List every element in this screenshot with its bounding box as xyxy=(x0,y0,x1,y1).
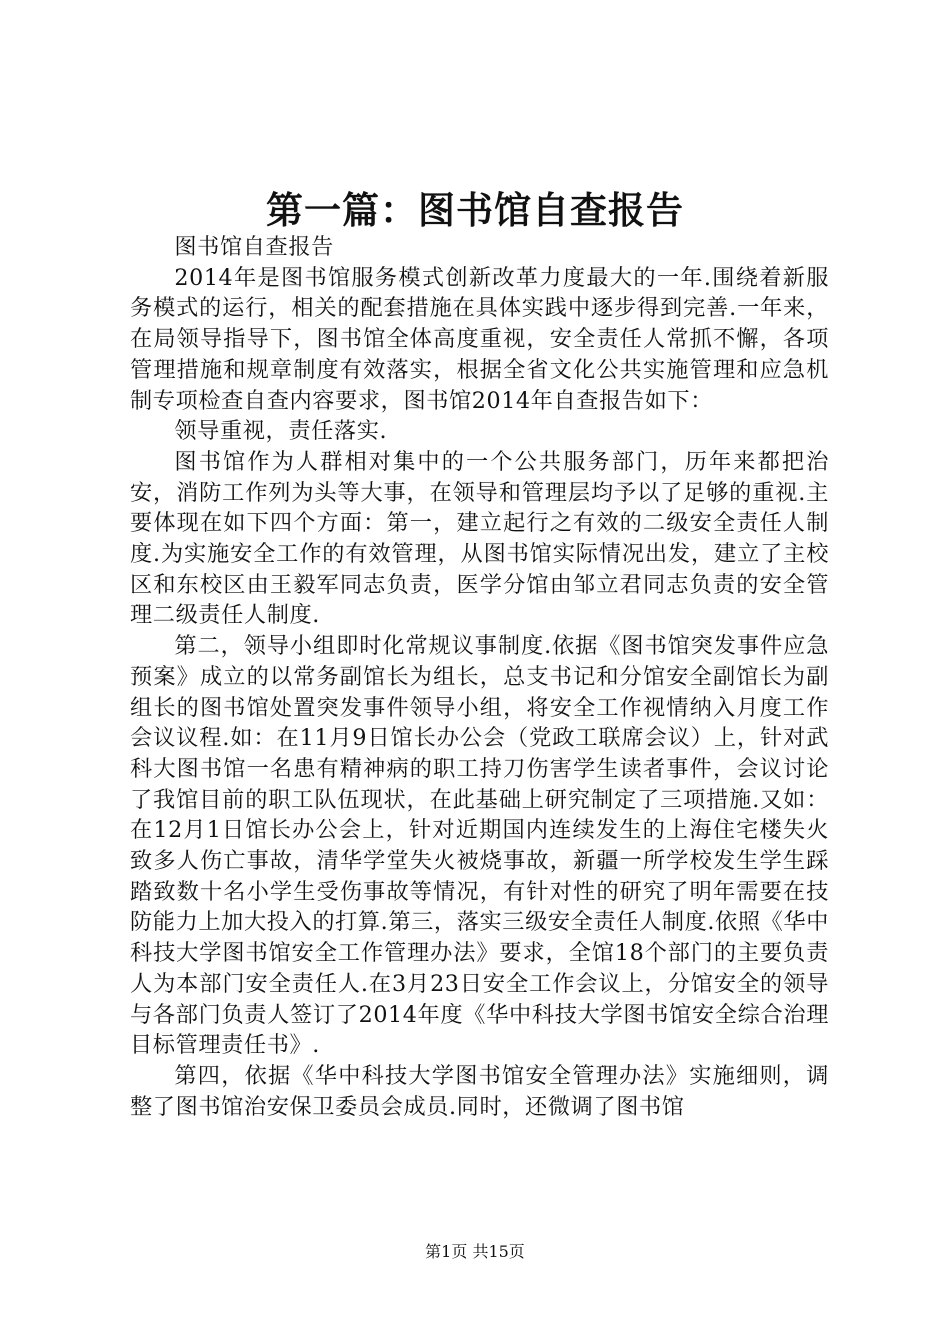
paragraph-second-third-points: 第二，领导小组即时化常规议事制度.依据《图书馆突发事件应急预案》成立的以常务副馆长为组长，总支书记和分馆安全副馆长为副组长的图书馆处置突发事件领导小组，将安全工作视情纳入月度工作会议议程.如：在11月9日馆长办公会（党政工联席会议）上，针对武科大图书馆一名患有精神病的职工持刀伤害学生读者事件，会议讨论了我馆目前的职工队伍现状，在此基础上研究制定了三项措施.又如：在12月1日馆长办公会上，针对近期国内连续发生的上海住宅楼失火致多人伤亡事故，清华学堂失火被烧事故，新疆一所学校发生学生踩踏致数十名小学生受伤事故等情况，有针对性的研究了明年需要在技防能力上加大投入的打算.第三，落实三级安全责任人制度.依照《华中科技大学图书馆安全工作管理办法》要求，全馆18个部门的主要负责人为本部门安全责任人.在3月23日安全工作会议上，分馆安全的领导与各部门负责人签订了2014年度《华中科技大学图书馆安全综合治理目标管理责任书》. xyxy=(130,633,829,1059)
page-footer: 第1页 共15页 xyxy=(425,1242,525,1261)
document-title: 第一篇：图书馆自查报告 xyxy=(266,188,684,232)
paragraph-heading-leadership: 领导重视，责任落实. xyxy=(174,418,388,445)
paragraph-subtitle: 图书馆自查报告 xyxy=(174,234,334,260)
paragraph-fourth-point: 第四，依据《华中科技大学图书馆安全管理办法》实施细则，调整了图书馆治安保卫委员会成员.同时，还微调了图书馆 xyxy=(130,1062,829,1120)
paragraph-first-point: 图书馆作为人群相对集中的一个公共服务部门，历年来都把治安，消防工作列为头等大事，在领导和管理层均予以了足够的重视.主要体现在如下四个方面：第一，建立起行之有效的二级安全责任人制度.为实施安全工作的有效管理，从图书馆实际情况出发，建立了主校区和东校区由王毅军同志负责，医学分馆由邹立君同志负责的安全管理二级责任人制度. xyxy=(130,448,829,629)
paragraph-intro: 2014年是图书馆服务模式创新改革力度最大的一年.围绕着新服务模式的运行，相关的配套措施在具体实践中逐步得到完善.一年来，在局领导指导下，图书馆全体高度重视，安全责任人常抓不懈，各项管理措施和规章制度有效落实，根据全省文化公共实施管理和应急机制专项检查自查内容要求，图书馆2014年自查报告如下： xyxy=(130,264,829,414)
document-body xyxy=(130,232,829,1122)
